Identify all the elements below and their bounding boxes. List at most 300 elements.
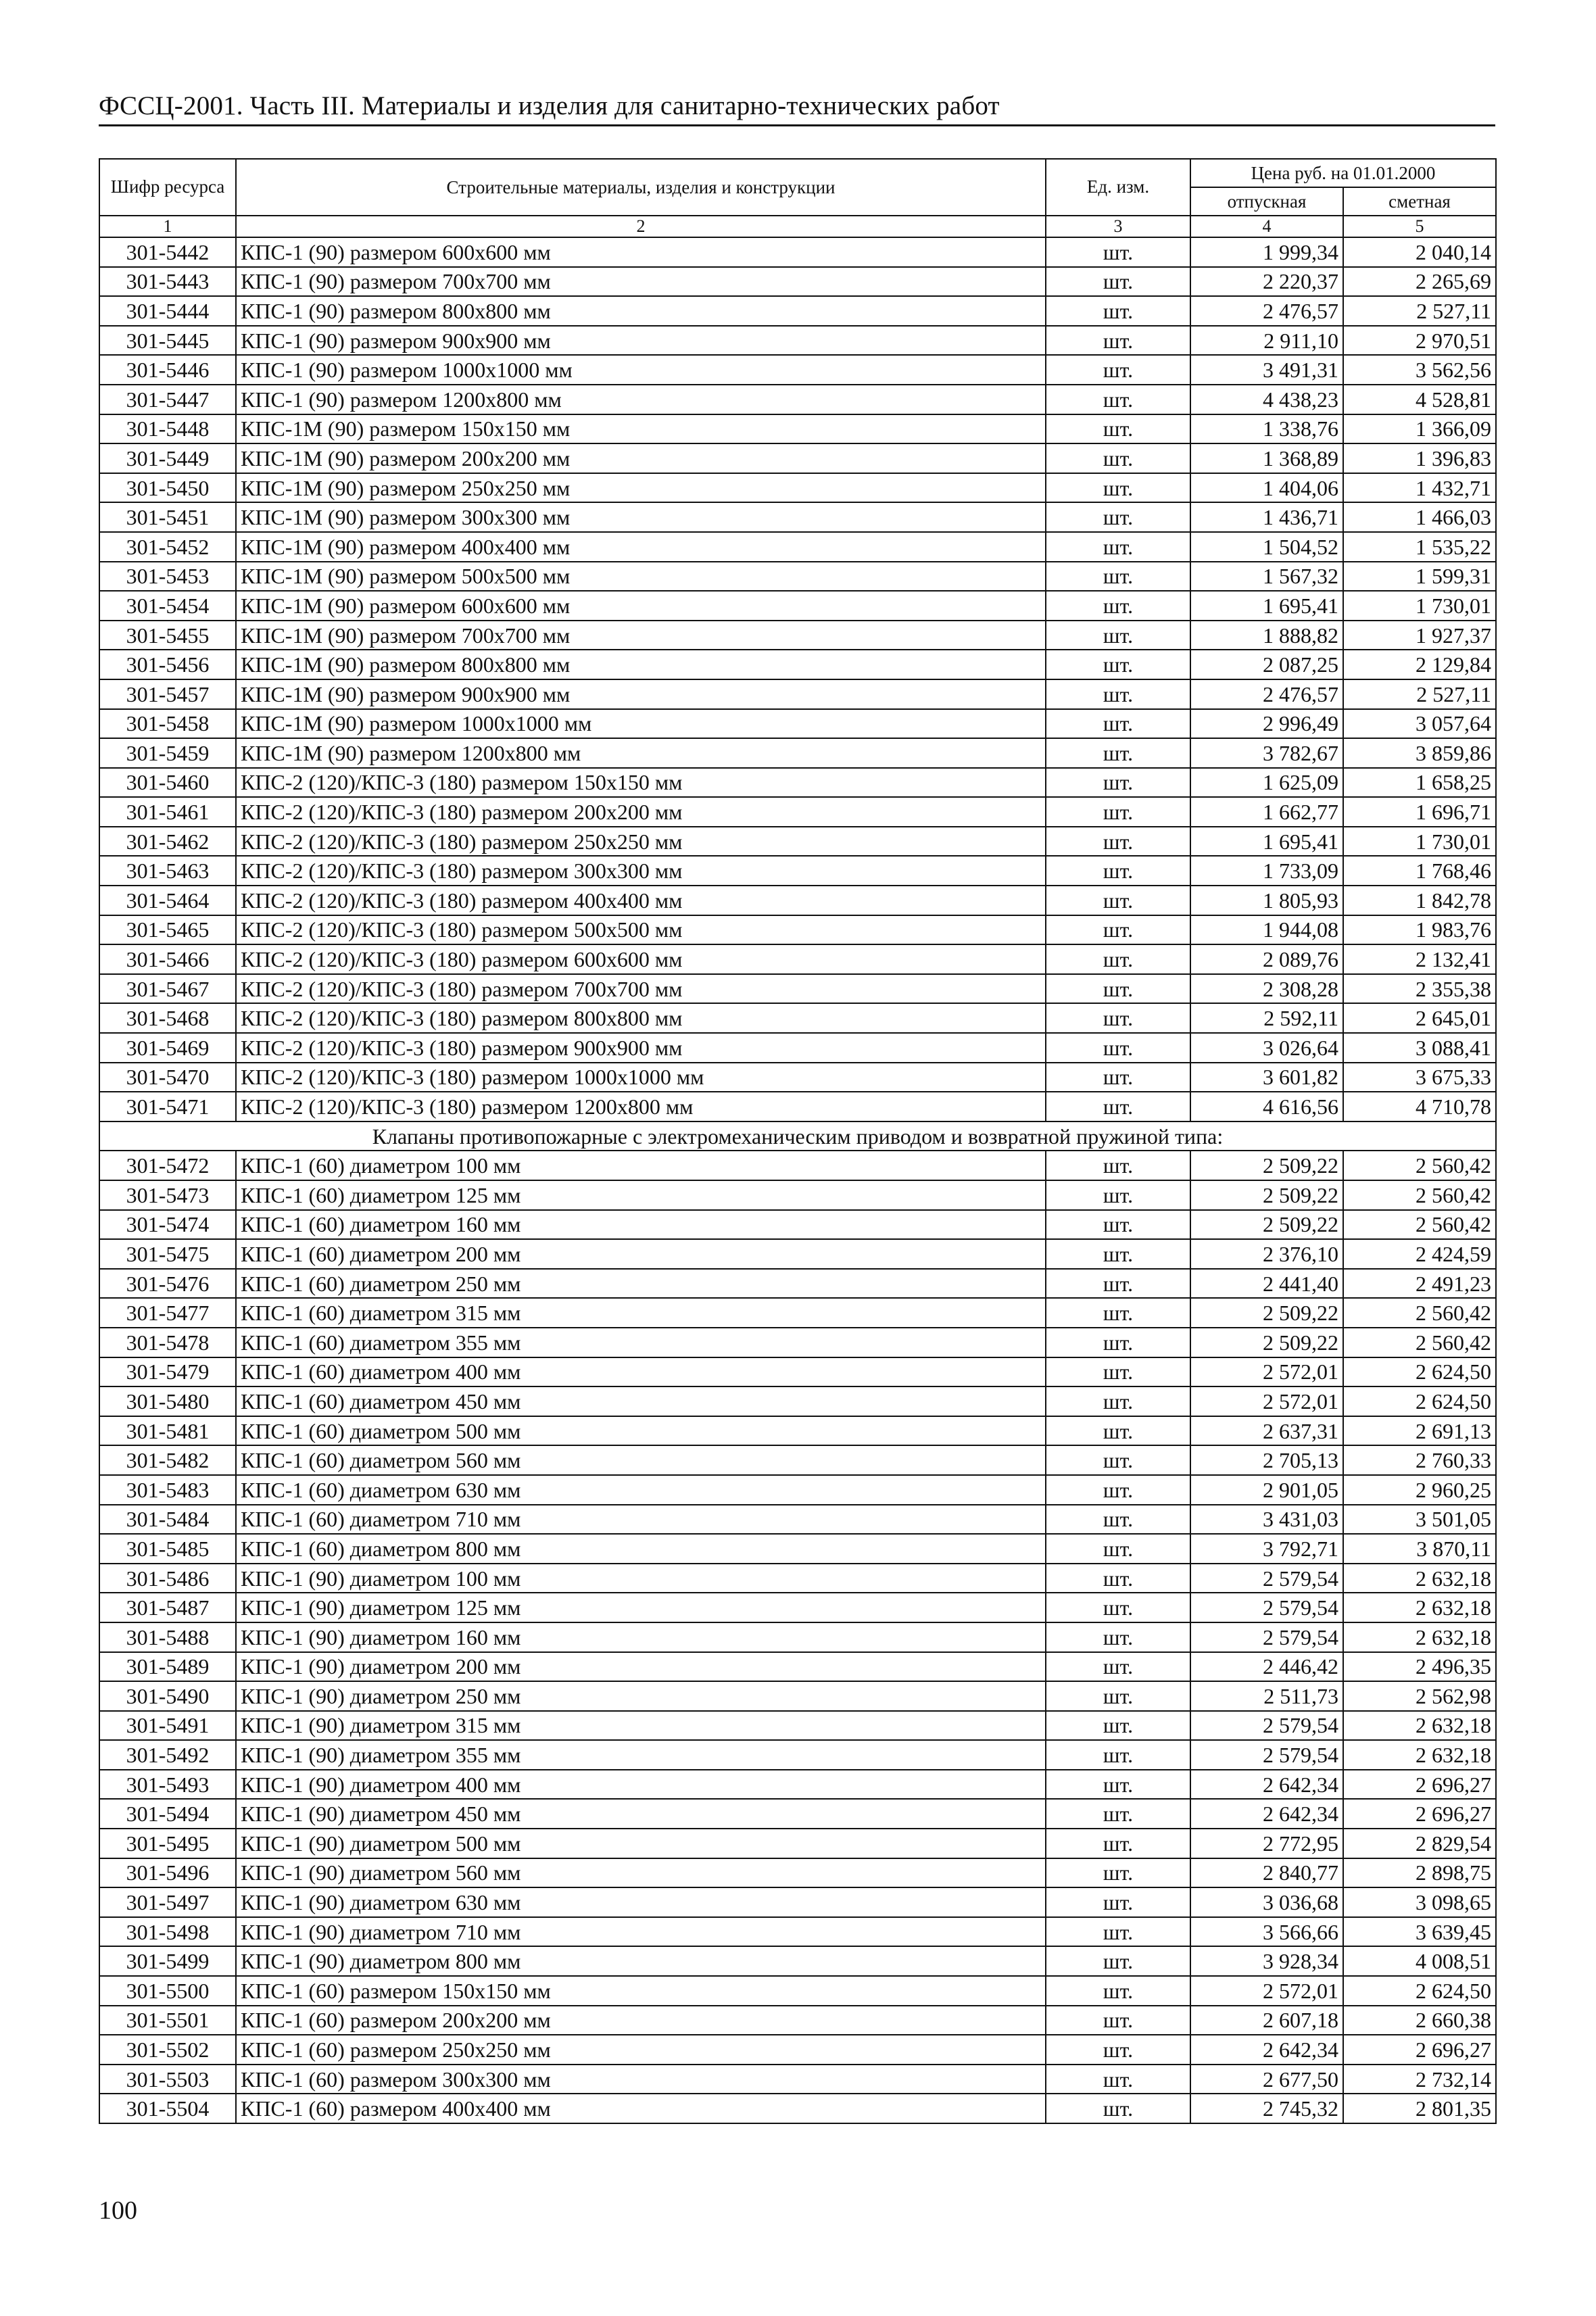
table-row xyxy=(99,1622,1496,1652)
release-price-cell: 1 567,32 xyxy=(1190,562,1343,592)
col-number-3: 3 xyxy=(1046,216,1190,237)
unit-cell: шт. xyxy=(1046,1180,1190,1210)
resource-code-cell: 301-5485 xyxy=(99,1534,236,1564)
resource-code-cell: 301-5463 xyxy=(99,856,236,886)
estimate-price-cell: 4 528,81 xyxy=(1343,385,1496,414)
resource-code-cell: 301-5486 xyxy=(99,1564,236,1593)
col-number-4: 4 xyxy=(1190,216,1343,237)
item-name-cell: КПС-1 (60) диаметром 160 мм xyxy=(236,1210,1046,1240)
unit-cell: шт. xyxy=(1046,1770,1190,1800)
unit-cell: шт. xyxy=(1046,1740,1190,1770)
table-row xyxy=(99,1593,1496,1622)
resource-code-cell: 301-5477 xyxy=(99,1298,236,1328)
resource-code-cell: 301-5460 xyxy=(99,768,236,798)
resource-code-cell: 301-5488 xyxy=(99,1622,236,1652)
resource-code-cell: 301-5494 xyxy=(99,1799,236,1829)
unit-cell: шт. xyxy=(1046,1622,1190,1652)
table-row xyxy=(99,650,1496,679)
resource-code-cell: 301-5481 xyxy=(99,1416,236,1446)
unit-cell: шт. xyxy=(1046,797,1190,827)
resource-code-cell: 301-5442 xyxy=(99,237,236,267)
item-name-cell: КПС-1 (90) диаметром 125 мм xyxy=(236,1593,1046,1622)
item-name-cell: КПС-1 (90) размером 1200х800 мм xyxy=(236,385,1046,414)
release-price-cell: 1 944,08 xyxy=(1190,915,1343,945)
estimate-price-cell: 1 396,83 xyxy=(1343,443,1496,473)
estimate-price-cell: 2 691,13 xyxy=(1343,1416,1496,1446)
unit-cell: шт. xyxy=(1046,1239,1190,1269)
section-row-group xyxy=(99,1121,1496,1151)
unit-cell: шт. xyxy=(1046,1917,1190,1947)
resource-code-cell: 301-5455 xyxy=(99,621,236,650)
unit-cell: шт. xyxy=(1046,267,1190,297)
release-price-cell: 1 368,89 xyxy=(1190,443,1343,473)
item-name-cell: КПС-2 (120)/КПС-3 (180) размером 500х500 мм xyxy=(236,915,1046,945)
unit-cell: шт. xyxy=(1046,974,1190,1004)
release-price-cell: 2 642,34 xyxy=(1190,1770,1343,1800)
estimate-price-cell: 2 355,38 xyxy=(1343,974,1496,1004)
unit-cell: шт. xyxy=(1046,886,1190,915)
unit-cell: шт. xyxy=(1046,1445,1190,1475)
resource-code-cell: 301-5479 xyxy=(99,1357,236,1387)
resource-code-cell: 301-5445 xyxy=(99,326,236,356)
item-name-cell: КПС-1 (60) диаметром 500 мм xyxy=(236,1416,1046,1446)
table-row xyxy=(99,797,1496,827)
table-row xyxy=(99,2094,1496,2123)
estimate-price-cell: 2 562,98 xyxy=(1343,1681,1496,1711)
estimate-price-cell: 3 562,56 xyxy=(1343,355,1496,385)
unit-cell: шт. xyxy=(1046,650,1190,679)
unit-cell: шт. xyxy=(1046,1534,1190,1564)
header-code: Шифр ресурса xyxy=(99,159,236,216)
resource-code-cell: 301-5450 xyxy=(99,473,236,503)
table-row xyxy=(99,1298,1496,1328)
header-rule xyxy=(99,124,1495,126)
table-row xyxy=(99,1976,1496,2006)
unit-cell: шт. xyxy=(1046,296,1190,326)
unit-cell: шт. xyxy=(1046,1946,1190,1976)
resource-code-cell: 301-5473 xyxy=(99,1180,236,1210)
estimate-price-cell: 3 870,11 xyxy=(1343,1534,1496,1564)
estimate-price-cell: 2 496,35 xyxy=(1343,1652,1496,1682)
estimate-price-cell: 2 898,75 xyxy=(1343,1858,1496,1888)
resource-code-cell: 301-5483 xyxy=(99,1475,236,1505)
estimate-price-cell: 2 527,11 xyxy=(1343,679,1496,709)
release-price-cell: 2 642,34 xyxy=(1190,2035,1343,2065)
estimate-price-cell: 1 983,76 xyxy=(1343,915,1496,945)
unit-cell: шт. xyxy=(1046,1976,1190,2006)
table-row xyxy=(99,1386,1496,1416)
resource-code-cell: 301-5492 xyxy=(99,1740,236,1770)
release-price-cell: 2 745,32 xyxy=(1190,2094,1343,2123)
resource-code-cell: 301-5449 xyxy=(99,443,236,473)
table-row xyxy=(99,2006,1496,2035)
unit-cell: шт. xyxy=(1046,1033,1190,1063)
resource-code-cell: 301-5469 xyxy=(99,1033,236,1063)
unit-cell: шт. xyxy=(1046,2006,1190,2035)
release-price-cell: 3 431,03 xyxy=(1190,1505,1343,1535)
item-name-cell: КПС-2 (120)/КПС-3 (180) размером 1200х800 мм xyxy=(236,1092,1046,1121)
estimate-price-cell: 2 732,14 xyxy=(1343,2065,1496,2094)
unit-cell: шт. xyxy=(1046,1799,1190,1829)
table-row xyxy=(99,709,1496,739)
estimate-price-cell: 2 660,38 xyxy=(1343,2006,1496,2035)
resource-code-cell: 301-5500 xyxy=(99,1976,236,2006)
release-price-cell: 3 782,67 xyxy=(1190,738,1343,768)
table-row xyxy=(99,591,1496,621)
item-name-cell: КПС-1М (90) размером 200х200 мм xyxy=(236,443,1046,473)
unit-cell: шт. xyxy=(1046,679,1190,709)
release-price-cell: 1 999,34 xyxy=(1190,237,1343,267)
release-price-cell: 3 036,68 xyxy=(1190,1887,1343,1917)
resource-code-cell: 301-5489 xyxy=(99,1652,236,1682)
resource-code-cell: 301-5503 xyxy=(99,2065,236,2094)
page-number: 100 xyxy=(99,2196,137,2225)
release-price-cell: 1 625,09 xyxy=(1190,768,1343,798)
unit-cell: шт. xyxy=(1046,1505,1190,1535)
unit-cell: шт. xyxy=(1046,1711,1190,1741)
estimate-price-cell: 2 560,42 xyxy=(1343,1151,1496,1180)
item-name-cell: КПС-1 (90) размером 600х600 мм xyxy=(236,237,1046,267)
resource-code-cell: 301-5487 xyxy=(99,1593,236,1622)
estimate-price-cell: 1 842,78 xyxy=(1343,886,1496,915)
resource-code-cell: 301-5448 xyxy=(99,414,236,444)
unit-cell: шт. xyxy=(1046,827,1190,857)
estimate-price-cell: 3 501,05 xyxy=(1343,1505,1496,1535)
resource-code-cell: 301-5475 xyxy=(99,1239,236,1269)
unit-cell: шт. xyxy=(1046,1564,1190,1593)
estimate-price-cell: 1 535,22 xyxy=(1343,532,1496,562)
item-name-cell: КПС-1 (60) размером 400х400 мм xyxy=(236,2094,1046,2123)
release-price-cell: 3 491,31 xyxy=(1190,355,1343,385)
item-name-cell: КПС-1 (60) диаметром 355 мм xyxy=(236,1328,1046,1357)
item-name-cell: КПС-1 (60) диаметром 200 мм xyxy=(236,1239,1046,1269)
table-row xyxy=(99,1505,1496,1535)
item-name-cell: КПС-2 (120)/КПС-3 (180) размером 700х700 мм xyxy=(236,974,1046,1004)
resource-code-cell: 301-5458 xyxy=(99,709,236,739)
item-name-cell: КПС-1 (60) диаметром 630 мм xyxy=(236,1475,1046,1505)
release-price-cell: 2 376,10 xyxy=(1190,1239,1343,1269)
item-name-cell: КПС-1М (90) размером 400х400 мм xyxy=(236,532,1046,562)
item-name-cell: КПС-1 (90) диаметром 100 мм xyxy=(236,1564,1046,1593)
resource-code-cell: 301-5447 xyxy=(99,385,236,414)
item-name-cell: КПС-1 (60) диаметром 315 мм xyxy=(236,1298,1046,1328)
table-row xyxy=(99,621,1496,650)
table-row xyxy=(99,1475,1496,1505)
item-name-cell: КПС-1 (90) диаметром 500 мм xyxy=(236,1829,1046,1858)
table-row xyxy=(99,1063,1496,1092)
release-price-cell: 3 928,34 xyxy=(1190,1946,1343,1976)
header-release-price: отпускная xyxy=(1190,187,1343,216)
table-row xyxy=(99,502,1496,532)
estimate-price-cell: 4 008,51 xyxy=(1343,1946,1496,1976)
estimate-price-cell: 2 624,50 xyxy=(1343,1976,1496,2006)
item-name-cell: КПС-1М (90) размером 800х800 мм xyxy=(236,650,1046,679)
col-number-5: 5 xyxy=(1343,216,1496,237)
unit-cell: шт. xyxy=(1046,915,1190,945)
table-row xyxy=(99,1445,1496,1475)
estimate-price-cell: 2 265,69 xyxy=(1343,267,1496,297)
estimate-price-cell: 3 639,45 xyxy=(1343,1917,1496,1947)
release-price-cell: 2 509,22 xyxy=(1190,1180,1343,1210)
item-name-cell: КПС-1 (60) диаметром 800 мм xyxy=(236,1534,1046,1564)
unit-cell: шт. xyxy=(1046,414,1190,444)
item-name-cell: КПС-1М (90) размером 250х250 мм xyxy=(236,473,1046,503)
resource-code-cell: 301-5464 xyxy=(99,886,236,915)
unit-cell: шт. xyxy=(1046,1210,1190,1240)
estimate-price-cell: 2 696,27 xyxy=(1343,1770,1496,1800)
item-name-cell: КПС-1М (90) размером 300х300 мм xyxy=(236,502,1046,532)
release-price-cell: 1 504,52 xyxy=(1190,532,1343,562)
release-price-cell: 1 436,71 xyxy=(1190,502,1343,532)
estimate-price-cell: 2 491,23 xyxy=(1343,1269,1496,1299)
unit-cell: шт. xyxy=(1046,856,1190,886)
resource-code-cell: 301-5490 xyxy=(99,1681,236,1711)
release-price-cell: 2 572,01 xyxy=(1190,1976,1343,2006)
release-price-cell: 2 579,54 xyxy=(1190,1593,1343,1622)
table-row xyxy=(99,326,1496,356)
estimate-price-cell: 1 466,03 xyxy=(1343,502,1496,532)
resource-code-cell: 301-5474 xyxy=(99,1210,236,1240)
release-price-cell: 2 579,54 xyxy=(1190,1711,1343,1741)
unit-cell: шт. xyxy=(1046,1357,1190,1387)
release-price-cell: 3 026,64 xyxy=(1190,1033,1343,1063)
item-name-cell: КПС-1 (60) размером 200х200 мм xyxy=(236,2006,1046,2035)
table-row xyxy=(99,1092,1496,1121)
table-row xyxy=(99,1917,1496,1947)
resource-code-cell: 301-5453 xyxy=(99,562,236,592)
resource-code-cell: 301-5472 xyxy=(99,1151,236,1180)
table-row xyxy=(99,2035,1496,2065)
item-name-cell: КПС-1М (90) размером 700х700 мм xyxy=(236,621,1046,650)
table-row xyxy=(99,827,1496,857)
table-row xyxy=(99,473,1496,503)
table-row xyxy=(99,1887,1496,1917)
release-price-cell: 3 601,82 xyxy=(1190,1063,1343,1092)
unit-cell: шт. xyxy=(1046,1269,1190,1299)
release-price-cell: 1 733,09 xyxy=(1190,856,1343,886)
resource-code-cell: 301-5495 xyxy=(99,1829,236,1858)
unit-cell: шт. xyxy=(1046,2035,1190,2065)
resource-code-cell: 301-5467 xyxy=(99,974,236,1004)
unit-cell: шт. xyxy=(1046,1475,1190,1505)
resource-code-cell: 301-5480 xyxy=(99,1386,236,1416)
estimate-price-cell: 1 927,37 xyxy=(1343,621,1496,650)
resource-code-cell: 301-5443 xyxy=(99,267,236,297)
estimate-price-cell: 1 730,01 xyxy=(1343,591,1496,621)
release-price-cell: 2 772,95 xyxy=(1190,1829,1343,1858)
estimate-price-cell: 2 560,42 xyxy=(1343,1210,1496,1240)
estimate-price-cell: 2 624,50 xyxy=(1343,1386,1496,1416)
item-name-cell: КПС-1 (90) диаметром 160 мм xyxy=(236,1622,1046,1652)
release-price-cell: 2 705,13 xyxy=(1190,1445,1343,1475)
table-row xyxy=(99,267,1496,297)
release-price-cell: 2 476,57 xyxy=(1190,679,1343,709)
estimate-price-cell: 2 801,35 xyxy=(1343,2094,1496,2123)
table-row xyxy=(99,296,1496,326)
release-price-cell: 1 695,41 xyxy=(1190,827,1343,857)
unit-cell: шт. xyxy=(1046,237,1190,267)
item-name-cell: КПС-1 (90) диаметром 710 мм xyxy=(236,1917,1046,1947)
resource-code-cell: 301-5491 xyxy=(99,1711,236,1741)
item-name-cell: КПС-1 (60) размером 150х150 мм xyxy=(236,1976,1046,2006)
item-name-cell: КПС-1 (90) диаметром 400 мм xyxy=(236,1770,1046,1800)
table-row xyxy=(99,1328,1496,1357)
resource-code-cell: 301-5476 xyxy=(99,1269,236,1299)
item-name-cell: КПС-2 (120)/КПС-3 (180) размером 1000х1000 мм xyxy=(236,1063,1046,1092)
release-price-cell: 2 509,22 xyxy=(1190,1298,1343,1328)
estimate-price-cell: 2 632,18 xyxy=(1343,1593,1496,1622)
item-name-cell: КПС-1 (60) диаметром 400 мм xyxy=(236,1357,1046,1387)
release-price-cell: 2 579,54 xyxy=(1190,1564,1343,1593)
unit-cell: шт. xyxy=(1046,1092,1190,1121)
estimate-price-cell: 1 768,46 xyxy=(1343,856,1496,886)
table-row xyxy=(99,1151,1496,1180)
item-name-cell: КПС-1 (60) диаметром 100 мм xyxy=(236,1151,1046,1180)
table-row xyxy=(99,385,1496,414)
table-row xyxy=(99,768,1496,798)
item-name-cell: КПС-1М (90) размером 150х150 мм xyxy=(236,414,1046,444)
item-name-cell: КПС-2 (120)/КПС-3 (180) размером 800х800 мм xyxy=(236,1003,1046,1033)
resource-code-cell: 301-5470 xyxy=(99,1063,236,1092)
release-price-cell: 1 695,41 xyxy=(1190,591,1343,621)
release-price-cell: 2 308,28 xyxy=(1190,974,1343,1004)
item-name-cell: КПС-1 (90) диаметром 800 мм xyxy=(236,1946,1046,1976)
section-row xyxy=(99,1121,1496,1151)
unit-cell: шт. xyxy=(1046,1416,1190,1446)
item-name-cell: КПС-2 (120)/КПС-3 (180) размером 900х900 мм xyxy=(236,1033,1046,1063)
unit-cell: шт. xyxy=(1046,2065,1190,2094)
resource-code-cell: 301-5456 xyxy=(99,650,236,679)
estimate-price-cell: 2 696,27 xyxy=(1343,1799,1496,1829)
unit-cell: шт. xyxy=(1046,562,1190,592)
estimate-price-cell: 2 632,18 xyxy=(1343,1622,1496,1652)
item-name-cell: КПС-1 (90) размером 700х700 мм xyxy=(236,267,1046,297)
table-row xyxy=(99,1564,1496,1593)
table-row xyxy=(99,944,1496,974)
estimate-price-cell: 2 560,42 xyxy=(1343,1298,1496,1328)
resource-code-cell: 301-5454 xyxy=(99,591,236,621)
item-name-cell: КПС-1 (90) диаметром 355 мм xyxy=(236,1740,1046,1770)
table-row xyxy=(99,1652,1496,1682)
release-price-cell: 1 888,82 xyxy=(1190,621,1343,650)
table-row xyxy=(99,443,1496,473)
item-name-cell: КПС-1 (90) диаметром 450 мм xyxy=(236,1799,1046,1829)
estimate-price-cell: 2 645,01 xyxy=(1343,1003,1496,1033)
header-price-group: Цена руб. на 01.01.2000 xyxy=(1190,159,1496,187)
release-price-cell: 2 607,18 xyxy=(1190,2006,1343,2035)
table-row xyxy=(99,1799,1496,1829)
estimate-price-cell: 2 970,51 xyxy=(1343,326,1496,356)
unit-cell: шт. xyxy=(1046,443,1190,473)
item-name-cell: КПС-2 (120)/КПС-3 (180) размером 250х250 мм xyxy=(236,827,1046,857)
table-row xyxy=(99,886,1496,915)
estimate-price-cell: 1 658,25 xyxy=(1343,768,1496,798)
item-name-cell: КПС-1М (90) размером 1200х800 мм xyxy=(236,738,1046,768)
estimate-price-cell: 3 088,41 xyxy=(1343,1033,1496,1063)
item-name-cell: КПС-1М (90) размером 600х600 мм xyxy=(236,591,1046,621)
release-price-cell: 4 438,23 xyxy=(1190,385,1343,414)
table-row xyxy=(99,1269,1496,1299)
resource-code-cell: 301-5478 xyxy=(99,1328,236,1357)
unit-cell: шт. xyxy=(1046,1887,1190,1917)
col-number-1: 1 xyxy=(99,216,236,237)
table-row xyxy=(99,738,1496,768)
estimate-price-cell: 2 960,25 xyxy=(1343,1475,1496,1505)
unit-cell: шт. xyxy=(1046,502,1190,532)
release-price-cell: 2 476,57 xyxy=(1190,296,1343,326)
item-name-cell: КПС-1 (90) диаметром 200 мм xyxy=(236,1652,1046,1682)
release-price-cell: 2 572,01 xyxy=(1190,1386,1343,1416)
resource-code-cell: 301-5457 xyxy=(99,679,236,709)
resource-code-cell: 301-5502 xyxy=(99,2035,236,2065)
resource-code-cell: 301-5501 xyxy=(99,2006,236,2035)
item-name-cell: КПС-2 (120)/КПС-3 (180) размером 200х200 мм xyxy=(236,797,1046,827)
release-price-cell: 2 446,42 xyxy=(1190,1652,1343,1682)
table-row xyxy=(99,856,1496,886)
resource-code-cell: 301-5484 xyxy=(99,1505,236,1535)
unit-cell: шт. xyxy=(1046,385,1190,414)
table-row xyxy=(99,562,1496,592)
header-unit: Ед. изм. xyxy=(1046,159,1190,216)
estimate-price-cell: 3 859,86 xyxy=(1343,738,1496,768)
estimate-price-cell: 2 560,42 xyxy=(1343,1180,1496,1210)
release-price-cell: 2 220,37 xyxy=(1190,267,1343,297)
resource-code-cell: 301-5451 xyxy=(99,502,236,532)
item-name-cell: КПС-1 (60) диаметром 710 мм xyxy=(236,1505,1046,1535)
release-price-cell: 1 338,76 xyxy=(1190,414,1343,444)
unit-cell: шт. xyxy=(1046,2094,1190,2123)
release-price-cell: 1 662,77 xyxy=(1190,797,1343,827)
estimate-price-cell: 2 527,11 xyxy=(1343,296,1496,326)
estimate-price-cell: 2 632,18 xyxy=(1343,1740,1496,1770)
release-price-cell: 2 509,22 xyxy=(1190,1210,1343,1240)
release-price-cell: 2 509,22 xyxy=(1190,1151,1343,1180)
item-name-cell: КПС-1 (90) диаметром 560 мм xyxy=(236,1858,1046,1888)
estimate-price-cell: 2 632,18 xyxy=(1343,1564,1496,1593)
table-row xyxy=(99,1210,1496,1240)
unit-cell: шт. xyxy=(1046,1063,1190,1092)
item-name-cell: КПС-1 (90) размером 900х900 мм xyxy=(236,326,1046,356)
release-price-cell: 2 511,73 xyxy=(1190,1681,1343,1711)
item-name-cell: КПС-1М (90) размером 1000х1000 мм xyxy=(236,709,1046,739)
release-price-cell: 2 637,31 xyxy=(1190,1416,1343,1446)
estimate-price-cell: 3 675,33 xyxy=(1343,1063,1496,1092)
item-name-cell: КПС-1 (90) диаметром 315 мм xyxy=(236,1711,1046,1741)
price-table xyxy=(99,158,1497,2124)
unit-cell: шт. xyxy=(1046,1593,1190,1622)
table-row xyxy=(99,1681,1496,1711)
release-price-cell: 2 441,40 xyxy=(1190,1269,1343,1299)
col-number-2: 2 xyxy=(236,216,1046,237)
item-name-cell: КПС-1 (90) диаметром 250 мм xyxy=(236,1681,1046,1711)
unit-cell: шт. xyxy=(1046,1328,1190,1357)
unit-cell: шт. xyxy=(1046,738,1190,768)
table-row xyxy=(99,1180,1496,1210)
table-row xyxy=(99,532,1496,562)
table-body-group-b xyxy=(99,1151,1496,2123)
table-row xyxy=(99,1829,1496,1858)
item-name-cell: КПС-2 (120)/КПС-3 (180) размером 400х400 мм xyxy=(236,886,1046,915)
resource-code-cell: 301-5497 xyxy=(99,1887,236,1917)
resource-code-cell: 301-5459 xyxy=(99,738,236,768)
estimate-price-cell: 2 624,50 xyxy=(1343,1357,1496,1387)
estimate-price-cell: 3 057,64 xyxy=(1343,709,1496,739)
estimate-price-cell: 4 710,78 xyxy=(1343,1092,1496,1121)
resource-code-cell: 301-5444 xyxy=(99,296,236,326)
unit-cell: шт. xyxy=(1046,944,1190,974)
item-name-cell: КПС-1 (60) диаметром 560 мм xyxy=(236,1445,1046,1475)
unit-cell: шт. xyxy=(1046,473,1190,503)
